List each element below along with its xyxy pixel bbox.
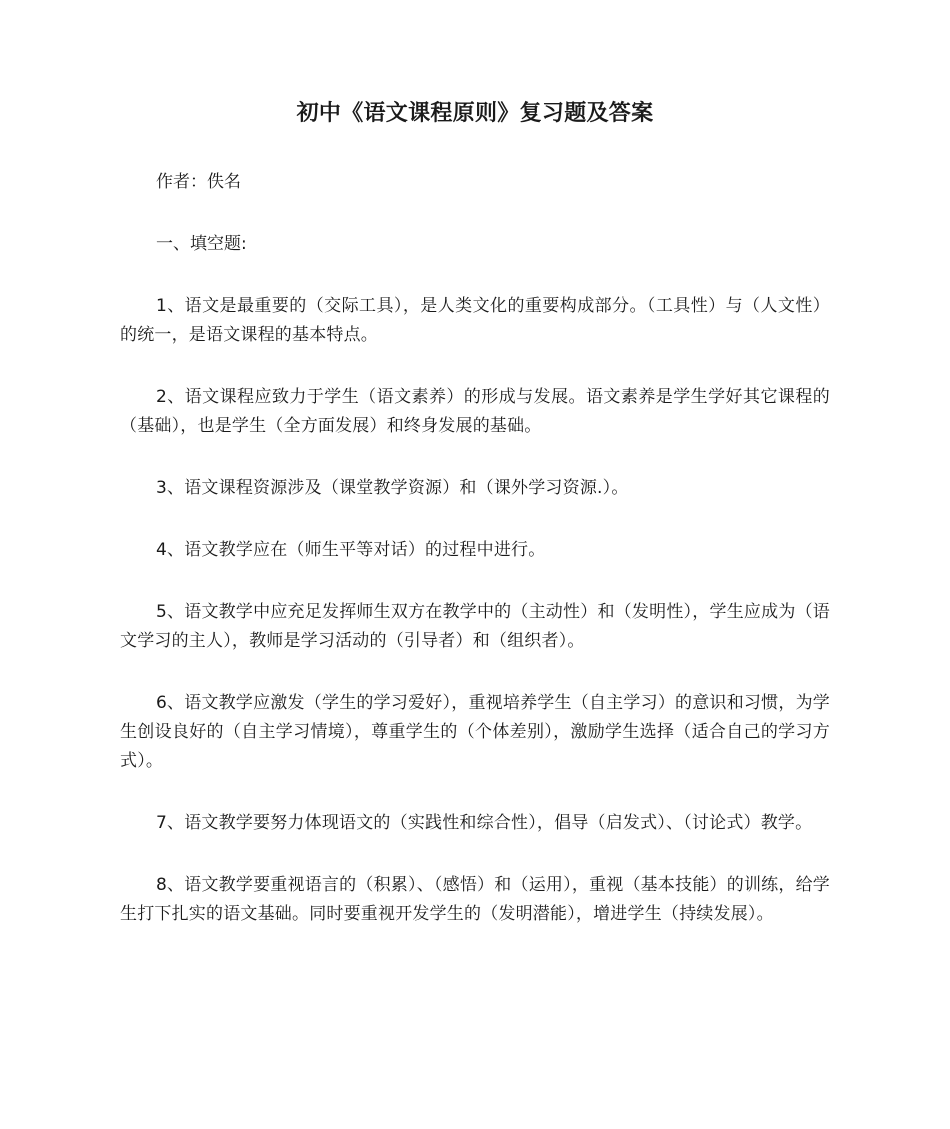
question-paragraph-6: 6、语文教学应激发（学生的学习爱好），重视培养学生（自主学习）的意识和习惯，为学生创设良好的（自主学习情境），尊重学生的（个体差别），激励学生选择（适合自己的学习方式）。 xyxy=(120,693,830,771)
document-title: 初中《语文课程原则》复习题及答案 xyxy=(296,101,654,126)
question-paragraph-2: 2、语文课程应致力于学生（语文素养）的形成与发展。语文素养是学生学好其它课程的（基础），也是学生（全方面发展）和终身发展的基础。 xyxy=(120,387,830,436)
question-paragraph-5: 5、语文教学中应充足发挥师生双方在教学中的（主动性）和（发明性），学生应成为（语文学习的主人），教师是学习活动的（引导者）和（组织者）。 xyxy=(120,602,830,651)
question-paragraph-8: 8、语文教学要重视语言的（积累）、（感悟）和（运用），重视（基本技能）的训练，给学生打下扎实的语文基础。同时要重视开发学生的（发明潜能），增进学生（持续发展）。 xyxy=(120,875,830,924)
author-line: 作者：佚名 xyxy=(156,172,241,192)
question-paragraph-1: 1、语文是最重要的（交际工具），是人类文化的重要构成部分。（工具性）与（人文性）的统一，是语文课程的基本特点。 xyxy=(120,296,830,345)
question-paragraph-3: 3、语文课程资源涉及（课堂教学资源）和（课外学习资源.）。 xyxy=(156,478,629,498)
question-paragraph-4: 4、语文教学应在（师生平等对话）的过程中进行。 xyxy=(156,540,546,560)
question-paragraph-7: 7、语文教学要努力体现语文的（实践性和综合性），倡导（启发式）、（讨论式）教学。 xyxy=(156,813,813,833)
section-heading: 一、填空题: xyxy=(156,234,247,254)
